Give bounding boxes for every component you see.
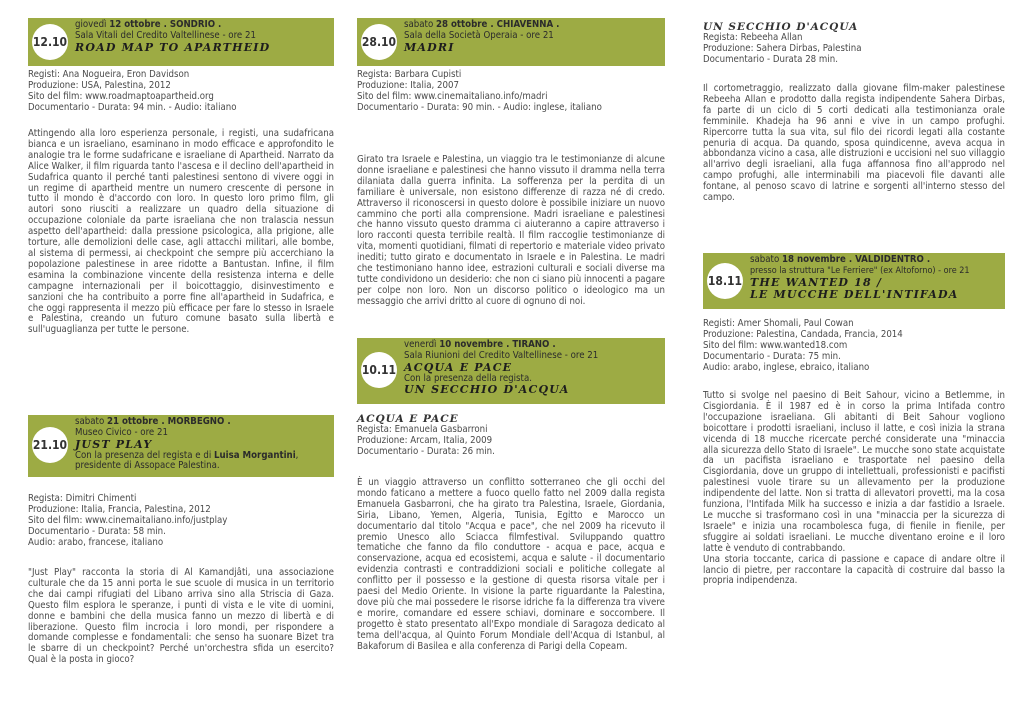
meta-line: Sito del film: www.wanted18.com — [703, 339, 848, 351]
date-badge: 21.10 — [32, 427, 68, 463]
meta-line: Produzione: Sahera Dirbas, Palestina — [703, 42, 862, 54]
sub-film-title: UN SECCHIO D'ACQUA — [703, 21, 859, 33]
sub-film-title: ACQUA E PACE — [357, 413, 459, 425]
weekday: venerdì — [404, 339, 440, 350]
description-text: "Just Play" racconta la storia di Al Kamandjâti, una associazione culturale che da 15 anni porta le sue scuole di musica in un territorio che dai campi rifugiati del Libano arriva sino alla Striscia di Gaza. Questo film esplora le speranze, i punti di vista e le vite di uomini, donne e bambini che della musica fanno un mezzo di libertà e di liberazione. Questo film incrocia i loro mondi, per rispondere a domande complesse e fondamentali: che senso ha suonare Bizet tra le sbarre di un checkpoint? Perché un'orchestra sfida un esercito? Qual è la posta in gioco? — [28, 567, 334, 666]
guest-note: Con la presenza del regista e di — [75, 449, 214, 461]
event-header-18-11 — [703, 253, 1005, 309]
date-location: 10 novembre . TIRANO . — [439, 339, 556, 350]
film-title: MADRI — [404, 40, 455, 54]
venue: Sala Riunioni del Credito Valtellinese - ore 21 — [404, 349, 599, 361]
weekday: giovedì — [75, 19, 110, 30]
meta-line: Sito del film: www.roadmaptoapartheid.org — [28, 90, 214, 102]
guest-name: Luisa Morgantini — [213, 449, 296, 461]
date-location: 12 ottobre . SONDRIO . — [109, 19, 222, 30]
meta-line: Sito del film: www.cinemaitaliano.info/madri — [357, 90, 548, 102]
date-location: 18 novembre . VALDIDENTRO . — [781, 254, 931, 265]
meta-line: Sito del film: www.cinemaitaliano.info/justplay — [28, 514, 228, 526]
film-description — [703, 84, 1005, 204]
meta-line: Documentario - Durata: 26 min. — [357, 445, 495, 457]
description-text: Il cortometraggio, realizzato dalla giovane film-maker palestinese Rebeeha Allan e prodotto dalla regista indipendente Sahera Dirbas, fa parte di un ciclo di 5 corti dedicati alla testimonianza orale femminile. Khadeja ha 96 anni e vive in un campo profughi. Ripercorre tutta la sua vita, sul filo dei ricordi legati alla costante penuria di acqua. Da quando, sposa quindicenne, aveva acqua in abbondanza vicino a casa, alle distruzioni e uccisioni nel suo villaggio all'arrivo degli israeliani, alla fuga affannosa fino all'approdo nel campo profughi, alle interminabili ma piacevoli file davanti alle fontane, al penoso scavo di latrine e sorgenti all'interno stesso del campo. — [703, 83, 1005, 204]
meta-line: Produzione: Italia, 2007 — [357, 79, 459, 91]
description-text: Attingendo alla loro esperienza personale, i registi, una sudafricana bianca e un israeliano, esaminano in modo efficace e approfondito le analogie tra le forme sudafricane e israeliane di Apartheid. Narrato da Alice Walker, il film riguarda tanto l'ascesa e il declino dell'apartheid in Sudafrica quanto il perché tanti palestinesi sentono di vivere oggi in un regime di apartheid mentre un numero crescente di persone in tutto il mondo è d'accordo con loro. In questo loro primo film, gli autori sono riusciti a realizzare un quadro della situazione di occupazione coloniale da parte israeliana che non tralascia nessun aspetto dell'apartheid: dalla pressione psicologica, alla prigione, alle torture, alle demolizioni delle case, agli attacchi militari, alle bombe, al sistema di permessi, ai checkpoint che sempre più accerchiano la popolazione palestinese in aree ridotte a Bantustan. Infine, il film esamina la combinazione vincente della resistenza interna e delle campagne internazionali per il boicottaggio, disinvestimento e sanzioni che ha contribuito a porre fine all'apartheid in Sudafrica, e che oggi rappresenta il mezzo più efficace per fare lo stesso in Israele e Palestina, creando un futuro comune basato sulla libertà e sull'uguaglianza per tutte le persone. — [28, 128, 335, 336]
film-meta — [357, 70, 665, 114]
guest-note: Con la presenza della regista. — [404, 372, 532, 384]
film-meta — [28, 70, 334, 114]
film-title: JUST PLAY — [75, 437, 153, 451]
weekday: sabato — [404, 19, 436, 30]
description-text: Girato tra Israele e Palestina, un viaggio tra le testimonianze di alcune donne israeliane e palestinesi che hanno vissuto il dramma nella terra dilaniata dalla guerra infinita. La sofferenza per la perdita di un familiare è universale, non esistono differenze di razza né di credo. Attraverso il riconoscersi in questo dolore è possibile iniziare un nuovo cammino che porti alla comprensione. Madri israeliane e palestinesi che hanno vissuto questo dramma ci aiuteranno a capire attraverso i loro racconti questa terribile realtà. Il film raccoglie testimonianze di vita, momenti quotidiani, filmati di repertorio e materiale video privato inediti; tutto girato e documentato in Israele e in Palestina. Le madri che testimoniano hanno idee, estrazioni culturali e sociali diverse ma tutte condividono un desiderio: che non ci siano più innocenti a pagare per colpe non loro. Non un discorso politico o ideologico ma un messaggio che arrivi dritto al cuore di ognuno di noi. — [357, 154, 665, 307]
meta-line: Regista: Dimitri Chimenti — [28, 493, 137, 504]
meta-line: Documentario - Durata 28 min. — [703, 53, 838, 65]
film-description — [28, 568, 334, 666]
film-description — [357, 155, 665, 308]
date-location: 21 ottobre . MORBEGNO . — [106, 416, 231, 427]
meta-line: Audio: arabo, inglese, ebraico, italiano — [703, 361, 870, 373]
event-heading — [75, 417, 330, 472]
film-description — [703, 391, 1005, 587]
date-location: 28 ottobre . CHIAVENNA . — [435, 19, 560, 30]
venue: presso la struttura "Le Ferriere" (ex Altoforno) - ore 21 — [750, 265, 970, 276]
meta-line: Regista: Rebeeha Allan — [703, 31, 803, 43]
film-meta — [357, 414, 665, 458]
film-title-2: LE MUCCHE DELL'INTIFADA — [750, 287, 959, 301]
venue: Sala Vitali del Credito Valtellinese - ore 21 — [75, 29, 256, 41]
meta-line: Documentario - Durata: 75 min. — [703, 350, 841, 362]
event-heading — [750, 255, 1001, 301]
meta-line: Documentario - Durata: 58 min. — [28, 525, 166, 537]
meta-line: Produzione: USA, Palestina, 2012 — [28, 79, 171, 91]
description-text: Tutto si svolge nel paesino di Beit Sahour, vicino a Betlemme, in Cisgiordania. È il 1987 ed è in corso la prima Intifada contro l'occupazione israeliana. Gli abitanti di Beit Sahour vogliono boicottare i prodotti israeliani, incluso il latte, e così inizia la strana vicenda di 18 mucche ricercate perché considerate una "minaccia alla sicurezza dello Stato di Israele". Le mucche sono state acquistate da un pacifista israeliano e trasportate nel paesino della Cisgiordania, dove un gruppo di intellettuali, professionisti e pacifisti palestinesi vuole tirare su un allevamento per la produzione indipendente del latte. Non si tratta di allevatori provetti, ma la cosa funziona, l'Intifada Milk ha successo e inizia a dar fastidio a Israele. Le mucche si trasformano così in una "minaccia per la sicurezza di Israele" e inizia una rocambolesca fuga, di fienile in fienile, per sfuggire ai soldati israeliani. Le mucche diventano eroine e il loro latte è venduto di contrabbando. — [703, 390, 1005, 554]
guest-role: presidente di Assopace Palestina. — [75, 460, 220, 472]
venue: Museo Civico - ore 21 — [75, 426, 168, 438]
meta-line: Documentario - Durata: 94 min. - Audio: italiano — [28, 101, 237, 113]
meta-line: Regista: Barbara Cupisti — [357, 69, 462, 80]
film-meta — [703, 22, 1005, 66]
meta-line: Registi: Ana Nogueira, Eron Davidson — [28, 69, 190, 80]
event-header-21-10 — [28, 415, 334, 477]
meta-line: Produzione: Palestina, Candada, Francia, 2014 — [703, 328, 903, 340]
event-heading — [75, 20, 330, 54]
date-badge: 28.10 — [361, 24, 397, 60]
film-title: THE WANTED 18 / — [750, 275, 883, 289]
date-badge: 10.11 — [361, 352, 397, 388]
film-meta — [28, 494, 334, 549]
description-text-2: Una storia toccante, carica di passione e capace di andare oltre il lancio di pietre, per raccontare la capacità di costruire dal basso la propria indipendenza. — [703, 553, 1005, 587]
date-badge: 12.10 — [32, 24, 68, 60]
event-heading — [404, 20, 661, 54]
film-description — [357, 478, 665, 653]
film-title: ROAD MAP TO APARTHEID — [75, 40, 271, 54]
event-heading — [404, 340, 661, 396]
weekday: sabato — [75, 416, 107, 427]
weekday: sabato — [750, 254, 782, 265]
punct: , — [295, 449, 299, 461]
film-title: ACQUA E PACE — [404, 360, 513, 374]
event-header-10-11 — [357, 338, 665, 404]
event-header-28-10 — [357, 18, 665, 66]
meta-line: Produzione: Arcam, Italia, 2009 — [357, 434, 493, 446]
film-meta — [703, 319, 1005, 374]
event-header-12-10 — [28, 18, 334, 66]
meta-line: Registi: Amer Shomali, Paul Cowan — [703, 318, 854, 329]
date-badge: 18.11 — [707, 263, 743, 299]
meta-line: Documentario - Durata: 90 min. - Audio: inglese, italiano — [357, 101, 602, 113]
film-description — [28, 129, 334, 336]
film-title-2: UN SECCHIO D'ACQUA — [404, 383, 570, 397]
meta-line: Produzione: Italia, Francia, Palestina, 2012 — [28, 503, 211, 515]
meta-line: Audio: arabo, francese, italiano — [28, 536, 164, 548]
venue: Sala della Società Operaia - ore 21 — [404, 29, 554, 41]
meta-line: Regista: Emanuela Gasbarroni — [357, 423, 488, 435]
description-text: È un viaggio attraverso un conflitto sotterraneo che gli occhi del mondo faticano a mettere a fuoco quello fatto nel 2009 dalla regista Emanuela Gasbarroni, che ha girato tra Palestina, Israele, Giordania, Siria, Libano, Yemen, Algeria, Tunisia, Egitto e Marocco un documentario dal titolo "Acqua e pace", che nel 2009 ha ricevuto il premio Unesco allo Sciacca filmfestival. Sviluppando quattro tematiche che fanno da filo conduttore - acqua e pace, acqua e conservazione, acqua ed ecosistemi, acqua e salute - il documentario evidenzia contrasti e contraddizioni sociali e politiche collegate al conflitto per il possesso e la gestione di questa risorsa vitale per i paesi del Medio Oriente. In visione la parte riguardante la Palestina, dove più che mai possedere le risorse idriche fa la differenza tra vivere e morire, comandare ed essere schiavi, dominare e soccombere. Il progetto è stato presentato all'Expo mondiale di Saragoza dedicato al tema dell'acqua, al Quinto Forum Mondiale dell'Acqua di Istanbul, al Bakaforum di Basilea e alla conferenza di Parigi della Copeam. — [357, 477, 665, 652]
